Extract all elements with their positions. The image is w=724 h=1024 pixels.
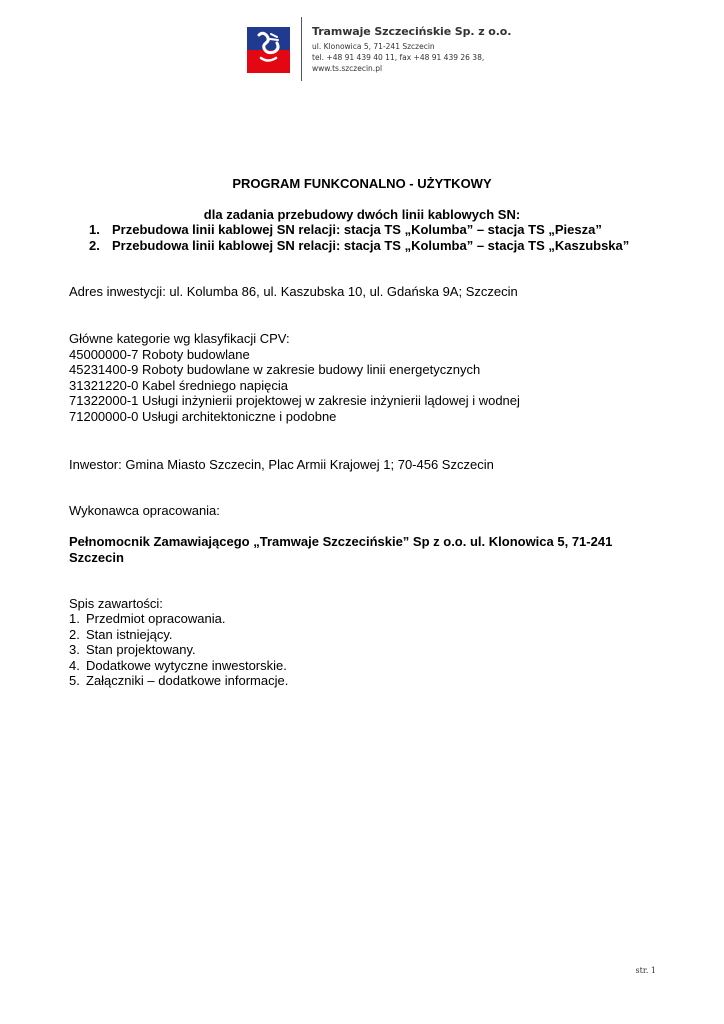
toc-item — [69, 627, 288, 643]
cpv-item: 45231400-9 Roboty budowlane w zakresie budowy linii energetycznych — [69, 362, 481, 377]
investor-line: Inwestor: Gmina Miasto Szczecin, Plac Armii Krajowej 1; 70-456 Szczecin — [69, 457, 494, 472]
contractor-label: Wykonawca opracowania: — [69, 503, 220, 518]
toc-item — [69, 658, 288, 674]
document-subtitle: dla zadania przebudowy dwóch linii kablowych SN: — [203, 207, 521, 222]
toc-item — [69, 642, 288, 658]
company-name: Tramwaje Szczecińskie Sp. z o.o. — [312, 25, 512, 38]
investment-address: Adres inwestycji: ul. Kolumba 86, ul. Kaszubska 10, ul. Gdańska 9A; Szczecin — [69, 284, 518, 299]
toc-number: 1. — [69, 611, 80, 626]
task-number: 2. — [89, 237, 100, 253]
document-title: PROGRAM FUNKCONALNO - UŻYTKOWY — [232, 176, 492, 191]
contractor-name: Pełnomocnik Zamawiającego „Tramwaje Szczecińskie” Sp z o.o. ul. Klonowica 5, 71-241 Szczecin — [69, 534, 613, 565]
toc-text: Załączniki – dodatkowe informacje. — [86, 673, 289, 688]
task-item — [89, 238, 629, 254]
header-divider — [301, 17, 302, 81]
toc-text: Przedmiot opracowania. — [86, 611, 226, 626]
toc-number: 5. — [69, 673, 80, 688]
cpv-item: 45000000-7 Roboty budowlane — [69, 346, 250, 362]
cpv-section — [69, 331, 520, 424]
task-text: Przebudowa linii kablowej SN relacji: stacja TS „Kolumba” – stacja TS „Piesza” — [112, 222, 602, 237]
task-text: Przebudowa linii kablowej SN relacji: stacja TS „Kolumba” – stacja TS „Kaszubska” — [112, 237, 630, 253]
toc-title: Spis zawartości: — [69, 596, 163, 611]
toc-text: Dodatkowe wytyczne inwestorskie. — [86, 657, 287, 673]
company-address: ul. Klonowica 5, 71-241 Szczecin — [312, 42, 435, 51]
toc-number: 4. — [69, 657, 80, 673]
toc-number: 2. — [69, 626, 80, 642]
company-info — [312, 25, 511, 74]
toc-item — [69, 673, 288, 689]
toc-number: 3. — [69, 642, 80, 657]
toc-list — [69, 611, 288, 689]
company-phone: tel. +48 91 439 40 11, fax +48 91 439 26 38, — [312, 53, 485, 62]
toc-text: Stan istniejący. — [86, 626, 173, 642]
cpv-item: 71322000-1 Usługi inżynierii projektowej w zakresie inżynierii lądowej i wodnej — [69, 393, 520, 408]
company-website: www.ts.szczecin.pl — [312, 64, 383, 73]
cpv-heading: Główne kategorie wg klasyfikacji CPV: — [69, 331, 290, 346]
cpv-item: 31321220-0 Kabel średniego napięcia — [69, 377, 289, 393]
page-number: str. 1 — [635, 966, 656, 975]
toc-item — [69, 611, 288, 627]
task-number: 1. — [89, 222, 100, 237]
task-list — [89, 222, 629, 253]
toc-text: Stan projektowany. — [86, 642, 196, 657]
cpv-item: 71200000-0 Usługi architektoniczne i podobne — [69, 408, 337, 424]
task-item — [89, 222, 629, 238]
company-logo-icon — [247, 27, 290, 73]
